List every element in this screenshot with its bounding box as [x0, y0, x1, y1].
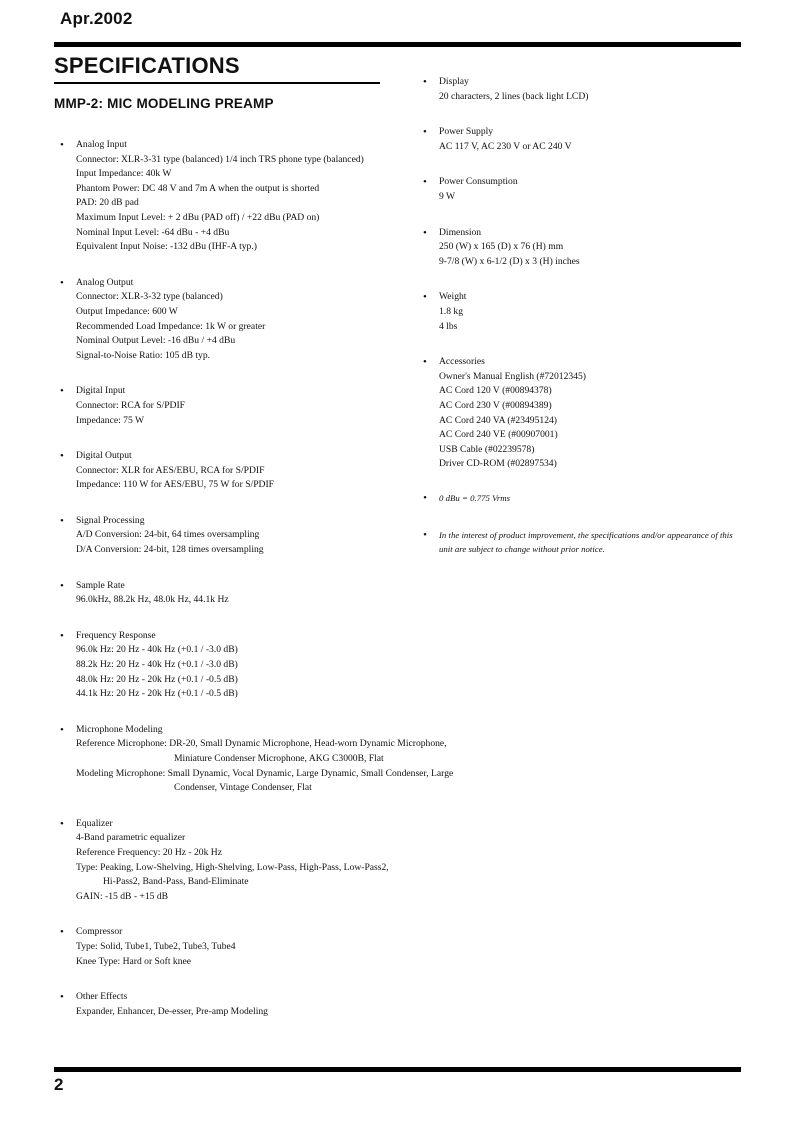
spec-line: Modeling Microphone: Small Dynamic, Vocal Dynamic, Large Dynamic, Small Condenser, Large Condenser, Vintage Condenser, Flat [76, 767, 454, 794]
spec-title: • Power Supply [439, 126, 494, 138]
spec-line: Recommended Load Impedance: 1k W or greater [76, 320, 266, 332]
spec-line: 1.8 kg [439, 305, 463, 317]
spec-display [423, 75, 743, 104]
spec-signal-processing [60, 514, 400, 558]
spec-accessories [423, 355, 743, 472]
top-rule [54, 42, 741, 47]
spec-line: 4 lbs [439, 320, 458, 332]
spec-title: • Frequency Response [76, 629, 156, 641]
spec-title: • Microphone Modeling [76, 723, 163, 735]
spec-line: Connector: XLR-3-31 type (balanced) 1/4 inch TRS phone type (balanced) [76, 153, 364, 165]
spec-line: 44.1k Hz: 20 Hz - 20k Hz (+0.1 / -0.5 dB) [76, 688, 238, 700]
spec-line: AC 117 V, AC 230 V or AC 240 V [439, 140, 572, 152]
spec-title: • Equalizer [76, 817, 113, 829]
spec-line: GAIN: -15 dB - +15 dB [76, 890, 169, 902]
spec-title: • Analog Output [76, 276, 134, 288]
spec-dimension [423, 226, 743, 270]
spec-line: Impedance: 110 W for AES/EBU, 75 W for S/PDIF [76, 479, 274, 491]
spec-line: 96.0k Hz: 20 Hz - 40k Hz (+0.1 / -3.0 dB) [76, 644, 238, 656]
spec-sample-rate [60, 579, 400, 608]
spec-line: Input Impedance: 40k W [76, 168, 172, 180]
spec-other-effects [60, 990, 400, 1019]
spec-line: Phantom Power: DC 48 V and 7m A when the output is shorted [76, 182, 320, 194]
spec-line: Maximum Input Level: + 2 dBu (PAD off) / +22 dBu (PAD on) [76, 211, 320, 223]
title-rule [54, 82, 380, 84]
spec-line: Expander, Enhancer, De-esser, Pre-amp Modeling [76, 1005, 268, 1017]
right-column [423, 75, 743, 557]
note-disclaimer [423, 529, 743, 556]
spec-analog-output [60, 276, 400, 364]
spec-title: • Display [439, 76, 469, 87]
spec-line: 20 characters, 2 lines (back light LCD) [439, 90, 589, 102]
spec-title: • Accessories [439, 356, 485, 368]
spec-line: Connector: XLR-3-32 type (balanced) [76, 291, 223, 303]
spec-line: Type: Peaking, Low-Shelving, High-Shelving, Low-Pass, High-Pass, Low-Pass2, Hi-Pass2, Band-Pass, Band-Eliminate [76, 861, 389, 888]
spec-line: Connector: RCA for S/PDIF [76, 399, 186, 411]
note-text: • 0 dBu = 0.775 Vrms [439, 492, 511, 503]
spec-digital-input [60, 384, 400, 428]
spec-line: Driver CD-ROM (#02897534) [439, 458, 557, 470]
spec-line: Reference Microphone: DR-20, Small Dynamic Microphone, Head-worn Dynamic Microphone, Miniature Condenser Microphone, AKG C3000B, Flat [76, 738, 447, 764]
spec-line: D/A Conversion: 24-bit, 128 times oversampling [76, 544, 264, 556]
spec-title: • Analog Input [76, 139, 127, 150]
spec-line: AC Cord 240 VA (#23495124) [439, 414, 557, 426]
spec-line: Output Impedance: 600 W [76, 305, 178, 317]
spec-line: Equivalent Input Noise: -132 dBu (IHF-A typ.) [76, 241, 257, 253]
spec-line: Impedance: 75 W [76, 414, 145, 426]
spec-microphone-modeling [60, 723, 454, 796]
spec-line: 9-7/8 (W) x 6-1/2 (D) x 3 (H) inches [439, 255, 580, 267]
spec-line: USB Cable (#02239578) [439, 443, 535, 455]
bottom-rule [54, 1067, 741, 1072]
page-number: 2 [54, 1075, 64, 1094]
spec-title: • Other Effects [76, 991, 128, 1003]
spec-line: 250 (W) x 165 (D) x 76 (H) mm [439, 241, 564, 253]
spec-line: PAD: 20 dB pad [76, 197, 139, 209]
spec-line: AC Cord 240 VE (#00907001) [439, 429, 558, 441]
spec-line: Knee Type: Hard or Soft knee [76, 955, 192, 967]
note-text: • In the interest of product improvement, the specifications and/or appearance of this unit are subject to change without prior notice. [439, 530, 733, 555]
spec-line: Signal-to-Noise Ratio: 105 dB typ. [76, 349, 211, 361]
spec-line: 88.2k Hz: 20 Hz - 40k Hz (+0.1 / -3.0 dB) [76, 659, 238, 671]
page-title: SPECIFICATIONS [54, 53, 240, 78]
spec-line: AC Cord 120 V (#00894378) [439, 385, 552, 397]
spec-line: Reference Frequency: 20 Hz - 20k Hz [76, 846, 222, 858]
header-date: Apr.2002 [60, 9, 133, 28]
spec-line: Nominal Output Level: -16 dBu / +4 dBu [76, 335, 236, 347]
spec-line: 4-Band parametric equalizer [76, 832, 186, 844]
spec-title: • Power Consumption [439, 176, 518, 188]
spec-title: • Compressor [76, 926, 123, 938]
spec-line: 9 W [439, 190, 456, 202]
spec-line: 48.0k Hz: 20 Hz - 20k Hz (+0.1 / -0.5 dB) [76, 673, 238, 685]
spec-title: • Dimension [439, 226, 482, 238]
spec-line: Type: Solid, Tube1, Tube2, Tube3, Tube4 [76, 940, 236, 952]
spec-analog-input [60, 138, 400, 255]
page-subtitle: MMP-2: MIC MODELING PREAMP [54, 96, 274, 111]
spec-equalizer [60, 817, 400, 905]
spec-line: AC Cord 230 V (#00894389) [439, 399, 552, 411]
spec-power-consumption [423, 175, 743, 204]
spec-frequency-response [60, 629, 400, 702]
spec-line: Connector: XLR for AES/EBU, RCA for S/PDIF [76, 464, 265, 476]
spec-title: • Digital Output [76, 450, 132, 462]
spec-compressor [60, 925, 400, 969]
spec-digital-output [60, 449, 400, 493]
note-dbu [423, 492, 743, 506]
spec-power-supply [423, 125, 743, 154]
spec-title: • Digital Input [76, 385, 126, 397]
spec-line: Nominal Input Level: -64 dBu - +4 dBu [76, 226, 230, 238]
spec-line: Owner's Manual English (#72012345) [439, 370, 586, 382]
spec-line: A/D Conversion: 24-bit, 64 times oversampling [76, 529, 260, 541]
spec-line: 96.0kHz, 88.2k Hz, 48.0k Hz, 44.1k Hz [76, 594, 229, 606]
spec-weight [423, 290, 743, 334]
spec-title: • Sample Rate [76, 579, 125, 591]
spec-title: • Signal Processing [76, 514, 145, 526]
spec-title: • Weight [439, 291, 467, 303]
